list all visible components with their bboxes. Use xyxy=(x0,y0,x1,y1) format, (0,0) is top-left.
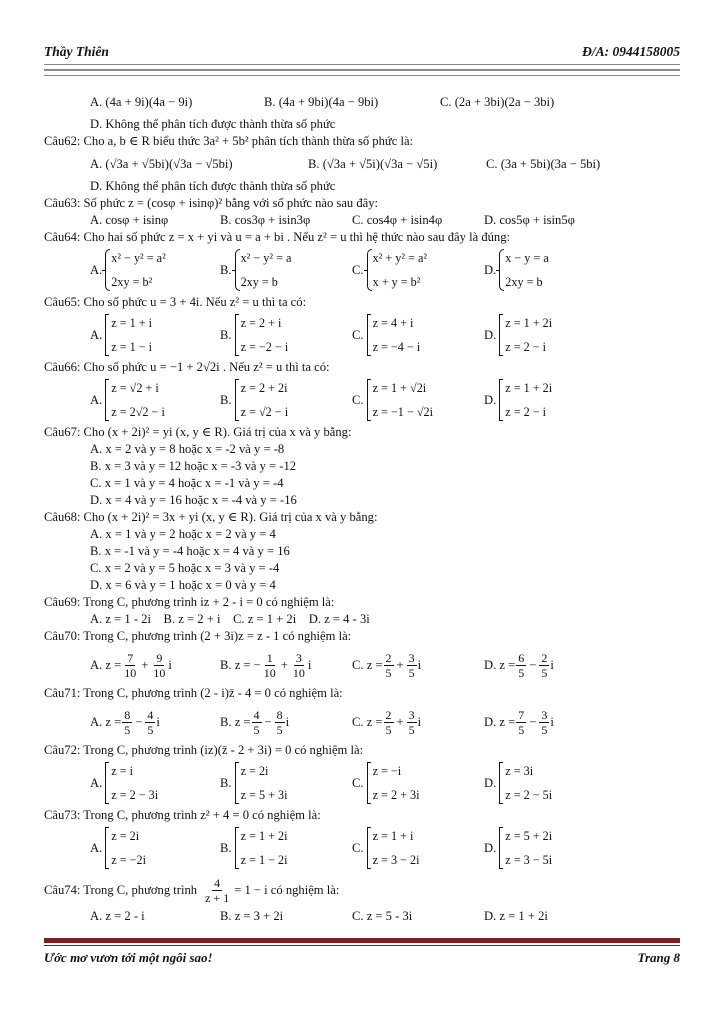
header-author: Thầy Thiên xyxy=(44,44,109,59)
q62-option-c: C. (3a + 5bi)(3a − 5bi) xyxy=(486,156,601,171)
q63-option-a: A. cosφ + isinφ xyxy=(90,213,169,227)
q62-stem: Câu62: Cho a, b ∈ R biểu thức 3a² + 5b² phân tích thành thừa số phức là: xyxy=(44,134,414,148)
q65-option-d: D. z = 1 + 2i z = 2 − i xyxy=(484,312,552,358)
footer-motto: Ước mơ vươn tới một ngôi sao! xyxy=(44,950,213,965)
q71-option-c: C. z = $\frac{2}{5}$ + $\frac{3}{5}$ i xyxy=(352,707,422,737)
q73-option-b: B. z = 1 + 2i z = 1 − 2i xyxy=(220,825,352,871)
q70-stem: Câu70: Trong C, phương trình (2 + 3i)z = z - 1 có nghiệm là: xyxy=(44,629,352,643)
q74-option-c: C. z = 5 - 3i xyxy=(352,909,413,923)
q67-option-a: A. x = 2 và y = 8 hoặc x = -2 và y = -8 xyxy=(90,442,285,456)
q66-stem: Câu66: Cho số phức u = −1 + 2√2i . Nếu z² = u thì ta có: xyxy=(44,360,330,374)
q62-option-a: A. (√3a + √5bi)(√3a − √5bi) xyxy=(90,156,233,171)
q71-options xyxy=(44,702,684,742)
q71-stem: Câu71: Trong C, phương trình (2 - i)z̄ - 4 = 0 có nghiệm là: xyxy=(44,686,343,700)
q64-option-d: D. x − y = a 2xy = b xyxy=(484,247,549,293)
q61-option-d: D. Không thể phân tích được thành thừa số phức xyxy=(90,117,336,131)
q63-option-b: B. cos3φ + isin3φ xyxy=(220,213,311,227)
q61-option-b: B. (4a + 9bi)(4a − 9bi) xyxy=(264,94,379,109)
q72-option-b: B. z = 2i z = 5 + 3i xyxy=(220,760,352,806)
q70-option-d: D. z = $\frac{6}{5}$ − $\frac{2}{5}$ i xyxy=(484,650,554,680)
q74-options xyxy=(44,908,684,925)
q65-option-a: A. z = 1 + i z = 1 − i xyxy=(90,312,220,358)
q65-options xyxy=(44,311,684,359)
q67-option-d: D. x = 4 và y = 16 hoặc x = -4 và y = -16 xyxy=(90,493,297,507)
q72-option-a: A. z = i z = 2 − 3i xyxy=(90,760,220,806)
q74-stem: Câu74: Trong C, phương trình $\frac{4}{z + 1}$ = 1 − i có nghiệm là: xyxy=(44,875,340,905)
q61-options xyxy=(44,88,684,116)
q67-option-c: C. x = 1 và y = 4 hoặc x = -1 và y = -4 xyxy=(90,476,284,490)
q68-stem: Câu68: Cho (x + 2i)² = 3x + yi (x, y ∈ R). Giá trị của x và y bằng: xyxy=(44,510,378,524)
q61-option-c: C. (2a + 3bi)(2a − 3bi) xyxy=(440,94,555,109)
q68-option-c: C. x = 2 và y = 5 hoặc x = 3 và y = -4 xyxy=(90,561,280,575)
q74-option-a: A. z = 2 - i xyxy=(90,909,145,923)
q64-options xyxy=(44,246,684,294)
q68-option-b: B. x = -1 và y = -4 hoặc x = 4 và y = 16 xyxy=(90,544,290,558)
q72-options xyxy=(44,759,684,807)
q74-fraction: $\frac{4}{z + 1}$ xyxy=(205,875,230,905)
q66-option-a: A. z = √2 + i z = 2√2 − i xyxy=(90,377,220,423)
q73-option-c: C. z = 1 + i z = 3 − 2i xyxy=(352,825,484,871)
q64-option-c: C. x² + y² = a² x + y = b² xyxy=(352,247,484,293)
q62-options xyxy=(44,150,684,178)
q72-stem: Câu72: Trong C, phương trình (iz)(z̄ - 2 + 3i) = 0 có nghiệm là: xyxy=(44,743,364,757)
footer-rule-2 xyxy=(44,945,680,946)
question-list xyxy=(44,88,684,925)
q63-option-c: C. cos4φ + isin4φ xyxy=(352,213,443,227)
q65-option-c: C. z = 4 + i z = −4 − i xyxy=(352,312,484,358)
q63-stem: Câu63: Số phức z = (cosφ + isinφ)² bằng với số phức nào sau đây: xyxy=(44,196,379,210)
q70-option-c: C. z = $\frac{2}{5}$ + $\frac{3}{5}$ i xyxy=(352,650,422,680)
q67-option-b: B. x = 3 và y = 12 hoặc x = -3 và y = -12 xyxy=(90,459,297,473)
q66-option-b: B. z = 2 + 2i z = √2 − i xyxy=(220,377,352,423)
q68-option-a: A. x = 1 và y = 2 hoặc x = 2 và y = 4 xyxy=(90,527,276,541)
q67-stem: Câu67: Cho (x + 2i)² = yi (x, y ∈ R). Giá trị của x và y bằng: xyxy=(44,425,352,439)
q72-option-c: C. z = −i z = 2 + 3i xyxy=(352,760,484,806)
q73-options xyxy=(44,824,684,872)
q70-option-b: B. z = − $\frac{1}{10}$ + $\frac{3}{10}$ i xyxy=(220,650,312,680)
q68-option-d: D. x = 6 và y = 1 hoặc x = 0 và y = 4 xyxy=(90,578,276,592)
q71-option-b: B. z = $\frac{4}{5}$ − $\frac{8}{5}$ i xyxy=(220,707,290,737)
q73-stem: Câu73: Trong C, phương trình z² + 4 = 0 có nghiệm là: xyxy=(44,808,321,822)
q73-option-d: D. z = 5 + 2i z = 3 − 5i xyxy=(484,825,552,871)
q62-option-b: B. (√3a + √5i)(√3a − √5i) xyxy=(308,156,438,171)
header-rule-2 xyxy=(44,70,680,76)
q64-option-b: B. x² − y² = a 2xy = b xyxy=(220,247,352,293)
q66-option-d: D. z = 1 + 2i z = 2 − i xyxy=(484,377,552,423)
q64-stem: Câu64: Cho hai số phức z = x + yi và u = a + bi . Nếu z² = u thì hệ thức nào sau đây là đúng: xyxy=(44,230,510,244)
q72-option-d: D. z = 3i z = 2 − 5i xyxy=(484,760,552,806)
footer-rule xyxy=(44,938,680,943)
q65-stem: Câu65: Cho số phức u = 3 + 4i. Nếu z² = u thì ta có: xyxy=(44,295,307,309)
q73-option-a: A. z = 2i z = −2i xyxy=(90,825,220,871)
q70-options xyxy=(44,645,684,685)
q74-option-d: D. z = 1 + 2i xyxy=(484,909,548,923)
q66-option-c: C. z = 1 + √2i z = −1 − √2i xyxy=(352,377,484,423)
q62-option-d: D. Không thể phân tích được thành thừa số phức xyxy=(90,179,336,193)
q71-option-a: A. z = $\frac{8}{5}$ − $\frac{4}{5}$ i xyxy=(90,707,160,737)
q74-option-b: B. z = 3 + 2i xyxy=(220,909,284,923)
q69-stem: Câu69: Trong C, phương trình iz + 2 - i = 0 có nghiệm là: xyxy=(44,595,335,609)
page-number: Trang 8 xyxy=(637,950,680,965)
q65-option-b: B. z = 2 + i z = −2 − i xyxy=(220,312,352,358)
q64-option-a: A. x² − y² = a² 2xy = b² xyxy=(90,247,220,293)
q63-options xyxy=(44,212,684,229)
q70-option-a: A. z = $\frac{7}{10}$ + $\frac{9}{10}$ i xyxy=(90,650,172,680)
q69-options: A. z = 1 - 2i B. z = 2 + i C. z = 1 + 2i D. z = 4 - 3i xyxy=(90,612,370,626)
page-header xyxy=(44,44,680,60)
header-phone: Đ/A: 0944158005 xyxy=(582,44,680,59)
q63-option-d: D. cos5φ + isin5φ xyxy=(484,213,575,227)
q66-options xyxy=(44,376,684,424)
q61-option-a: A. (4a + 9i)(4a − 9i) xyxy=(90,94,193,109)
q71-option-d: D. z = $\frac{7}{5}$ − $\frac{3}{5}$ i xyxy=(484,707,554,737)
